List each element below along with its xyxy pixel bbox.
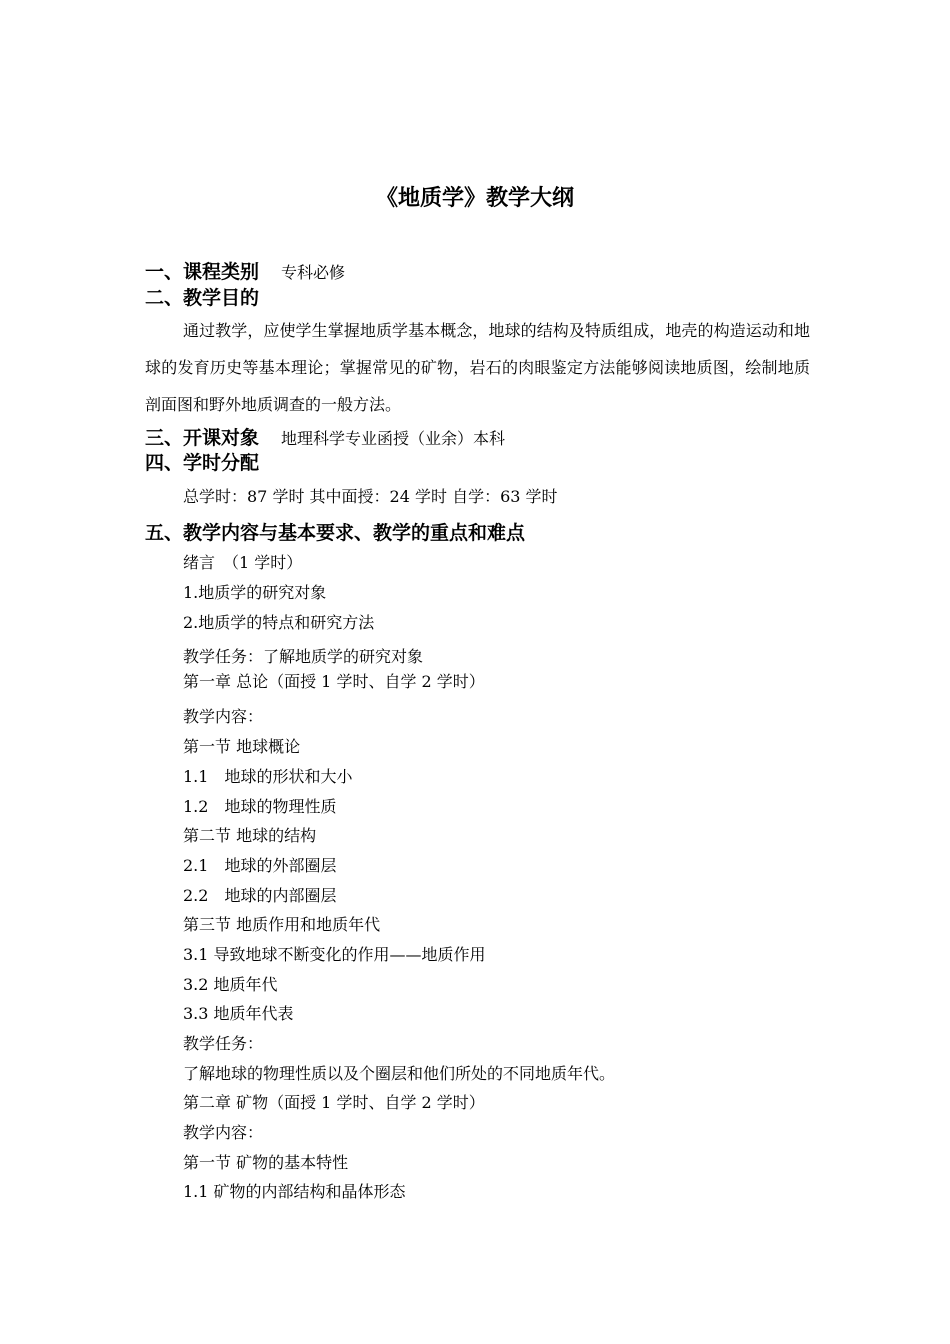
document-title: 《地质学》教学大纲 [375,186,574,211]
section-course-type [145,259,345,285]
content-line: 教学任务：了解地质学的研究对象 [183,647,424,666]
section-hours-heading: 四、学时分配 [145,452,260,474]
section-teaching-goal-heading: 二、教学目的 [145,287,260,309]
content-line: 第三节 地质作用和地质年代 [183,915,381,934]
teaching-goal-paragraph: 通过教学，应使学生掌握地质学基本概念，地球的结构及特质组成，地壳的构造运动和地球的发育历史等基本理论；掌握常见的矿物，岩石的肉眼鉴定方法能够阅读地质图，绘制地质剖面图和野外地质调查的一般方法。 [145,321,810,414]
content-line: 教学任务： [183,1034,264,1053]
content-line: 了解地球的物理性质以及个圈层和他们所处的不同地质年代。 [183,1064,616,1083]
content-line: 第二节 地球的结构 [183,826,317,845]
section-heading: 一、课程类别 [145,261,260,283]
hours-line: 总学时：87 学时 其中面授：24 学时 自学：63 学时 [183,487,558,506]
content-line: 3.1 导致地球不断变化的作用——地质作用 [183,945,486,964]
content-line: 教学内容： [183,707,264,726]
section-value: 专科必修 [281,263,346,282]
content-line: 2.2 地球的内部圈层 [183,886,337,905]
content-line: 3.2 地质年代 [183,975,278,994]
content-line: 2.1 地球的外部圈层 [183,856,337,875]
content-line: 2.地质学的特点和研究方法 [183,613,375,632]
section-heading: 三、开课对象 [145,427,260,449]
content-line: 绪言 （1 学时） [183,553,303,572]
content-line: 1.1 矿物的内部结构和晶体形态 [183,1182,406,1201]
content-line: 1.1 地球的形状和大小 [183,767,353,786]
content-line: 第一节 地球概论 [183,737,301,756]
content-line: 1.地质学的研究对象 [183,583,327,602]
content-line: 1.2 地球的物理性质 [183,797,337,816]
content-line: 3.3 地质年代表 [183,1004,294,1023]
content-line: 第二章 矿物（面授 1 学时、自学 2 学时） [183,1093,485,1112]
content-line: 教学内容： [183,1123,264,1142]
section-content-heading: 五、教学内容与基本要求、教学的重点和难点 [145,522,526,544]
content-line: 第一节 矿物的基本特性 [183,1153,349,1172]
section-value: 地理科学专业函授（业余）本科 [281,429,506,448]
content-line: 第一章 总论（面授 1 学时、自学 2 学时） [183,672,485,691]
section-audience [145,425,505,451]
